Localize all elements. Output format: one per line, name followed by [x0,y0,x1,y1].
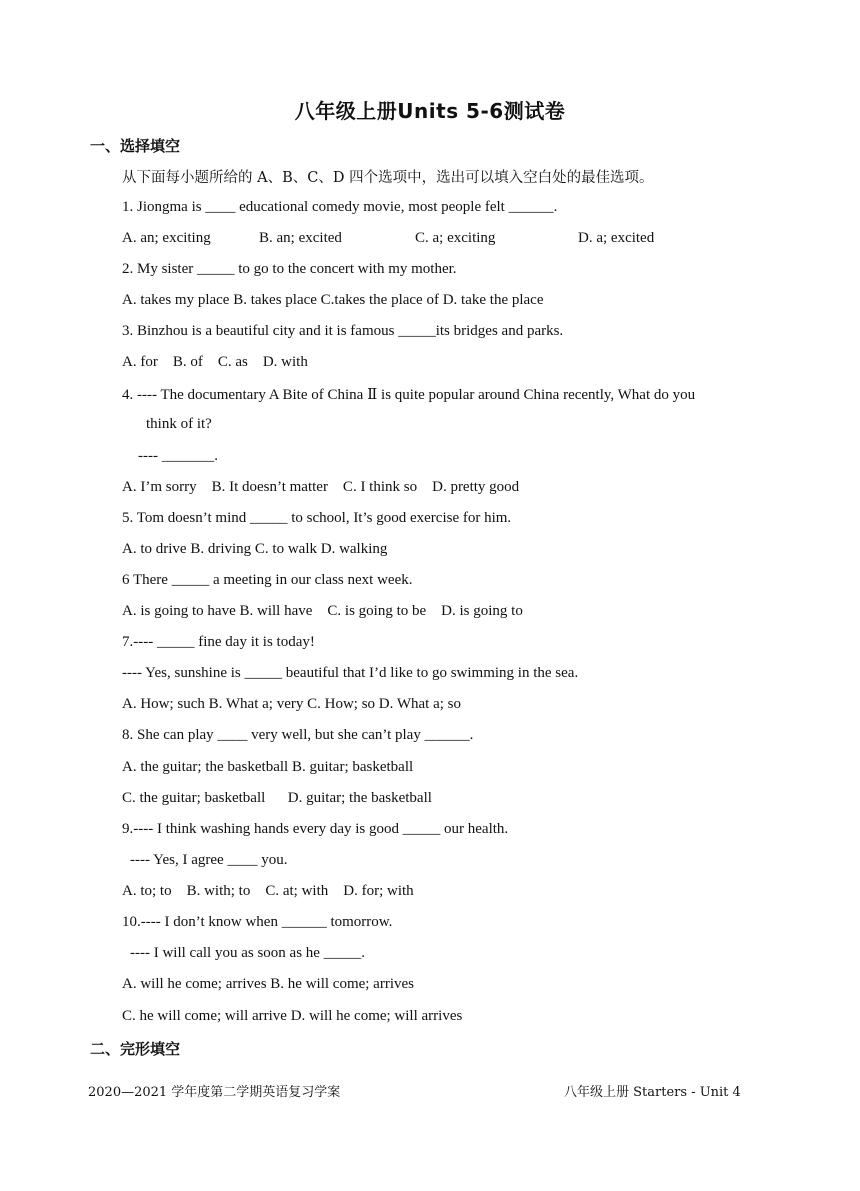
question-5: 5. Tom doesn’t mind _____ to school, It’s good exercise for him. [122,510,512,526]
question-1-option-d: D. a; excited [578,230,655,246]
footer-left: 2020—2021 学年度第二学期英语复习学案 [88,1085,341,1100]
footer-right: 八年级上册 Starters - Unit 4 [564,1085,741,1100]
question-10-options-ab: A. will he come; arrives B. he will come; arrives [122,976,414,992]
question-4: 4. ---- The documentary A Bite of China Ⅱ is quite popular around China recently, What do you [122,387,696,403]
question-4-continued: think of it? [146,416,212,432]
question-1-option-b: B. an; excited [259,230,342,246]
question-2-options: A. takes my place B. takes place C.takes the place of D. take the place [122,292,544,308]
question-7: 7.---- _____ fine day it is today! [122,634,315,650]
question-1: 1. Jiongma is ____ educational comedy movie, most people felt ______. [122,199,558,215]
question-4-options: A. I’m sorry B. It doesn’t matter C. I think so D. pretty good [122,479,520,495]
question-9-reply: ---- Yes, I agree ____ you. [130,852,288,868]
question-6-options: A. is going to have B. will have C. is going to be D. is going to [122,603,523,619]
question-7-reply: ---- Yes, sunshine is _____ beautiful that I’d like to go swimming in the sea. [122,665,579,681]
question-2: 2. My sister _____ to go to the concert with my mother. [122,261,457,277]
question-5-options: A. to drive B. driving C. to walk D. walking [122,541,388,557]
question-8-options-cd: C. the guitar; basketball D. guitar; the basketball [122,790,432,806]
question-10: 10.---- I don’t know when ______ tomorrow. [122,914,393,930]
question-7-options: A. How; such B. What a; very C. How; so D. What a; so [122,696,461,712]
question-10-options-cd: C. he will come; will arrive D. will he come; will arrives [122,1008,463,1024]
question-3: 3. Binzhou is a beautiful city and it is famous _____its bridges and parks. [122,323,564,339]
section-instruction: 从下面每小题所给的 A、B、C、D 四个选项中，选出可以填入空白处的最佳选项。 [122,170,654,186]
question-8: 8. She can play ____ very well, but she can’t play ______. [122,727,474,743]
question-10-reply: ---- I will call you as soon as he _____. [130,945,365,961]
section-heading-cloze: 二、完形填空 [90,1040,181,1058]
question-9: 9.---- I think washing hands every day is good _____ our health. [122,821,509,837]
question-8-options-ab: A. the guitar; the basketball B. guitar; basketball [122,759,414,775]
question-9-options: A. to; to B. with; to C. at; with D. for; with [122,883,414,899]
section-heading-multiple-choice: 一、选择填空 [90,137,181,155]
question-1-option-c: C. a; exciting [415,230,496,246]
question-1-option-a: A. an; exciting [122,230,211,246]
question-6: 6 There _____ a meeting in our class next week. [122,572,413,588]
question-4-reply: ---- _______. [138,448,218,464]
page-title: 八年级上册Units 5-6测试卷 [294,99,566,123]
question-3-options: A. for B. of C. as D. with [122,354,308,370]
